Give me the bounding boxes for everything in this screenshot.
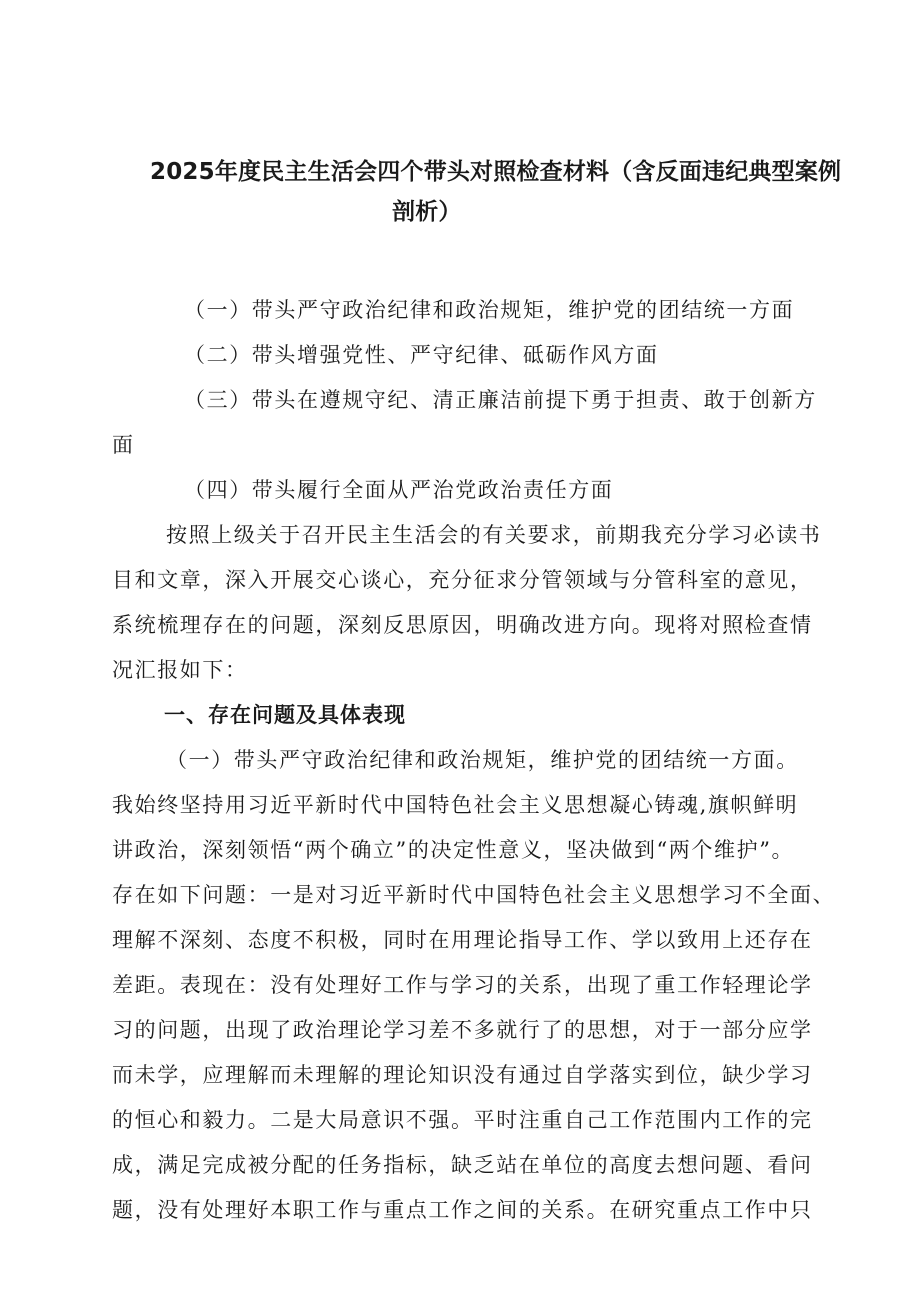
intro-line: 按照上级关于召开民主生活会的有关要求，前期我充分学习必读书 xyxy=(166,523,822,547)
document-title xyxy=(150,152,850,232)
section-body-line: 存在如下问题：一是对习近平新时代中国特色社会主义思想学习不全面、 xyxy=(112,883,836,907)
title-line-1: 2025年度民主生活会四个带头对照检查材料（含反面违纪典型案例 xyxy=(150,159,842,185)
intro-line: 况汇报如下： xyxy=(112,658,248,682)
section-body-line: 成，满足完成被分配的任务指标，缺乏站在单位的高度去想问题、看问 xyxy=(112,1153,813,1177)
topic-3-continued: 面 xyxy=(112,433,135,457)
topic-4: （四）带头履行全面从严治党政治责任方面 xyxy=(184,478,614,502)
section-body-line: 我始终坚持用习近平新时代中国特色社会主义思想凝心铸魂,旗帜鲜明 xyxy=(112,793,799,817)
intro-line: 系统梳理存在的问题，深刻反思原因，明确改进方向。现将对照检查情 xyxy=(112,613,813,637)
document-body xyxy=(112,288,836,1233)
section-body-line: 讲政治，深刻领悟“两个确立”的决定性意义，坚决做到“两个维护”。 xyxy=(112,838,795,862)
section-body-line: 而未学，应理解而未理解的理论知识没有通过自学落实到位，缺少学习 xyxy=(112,1063,813,1087)
topic-1: （一）带头严守政治纪律和政治规矩，维护党的团结统一方面 xyxy=(184,298,795,322)
section-body-line: 习的问题，出现了政治理论学习差不多就行了的思想，对于一部分应学 xyxy=(112,1018,813,1042)
section-body-line: 差距。表现在：没有处理好工作与学习的关系，出现了重工作轻理论学 xyxy=(112,973,813,997)
title-line-2: 剖析） xyxy=(392,199,462,225)
section-body-line: 的恒心和毅力。二是大局意识不强。平时注重自己工作范围内工作的完 xyxy=(112,1108,813,1132)
intro-line: 目和文章，深入开展交心谈心，充分征求分管领域与分管科室的意见， xyxy=(112,568,813,592)
topic-2: （二）带头增强党性、严守纪律、砥砺作风方面 xyxy=(184,343,659,367)
section-body-line: 题，没有处理好本职工作与重点工作之间的关系。在研究重点工作中只 xyxy=(112,1198,813,1222)
topic-3: （三）带头在遵规守纪、清正廉洁前提下勇于担责、敢于创新方 xyxy=(184,388,817,412)
section-body-line: （一）带头严守政治纪律和政治规矩，维护党的团结统一方面。 xyxy=(166,748,799,772)
section-body-line: 理解不深刻、态度不积极，同时在用理论指导工作、学以致用上还存在 xyxy=(112,928,813,952)
section-heading: 一、存在问题及具体表现 xyxy=(164,703,406,727)
